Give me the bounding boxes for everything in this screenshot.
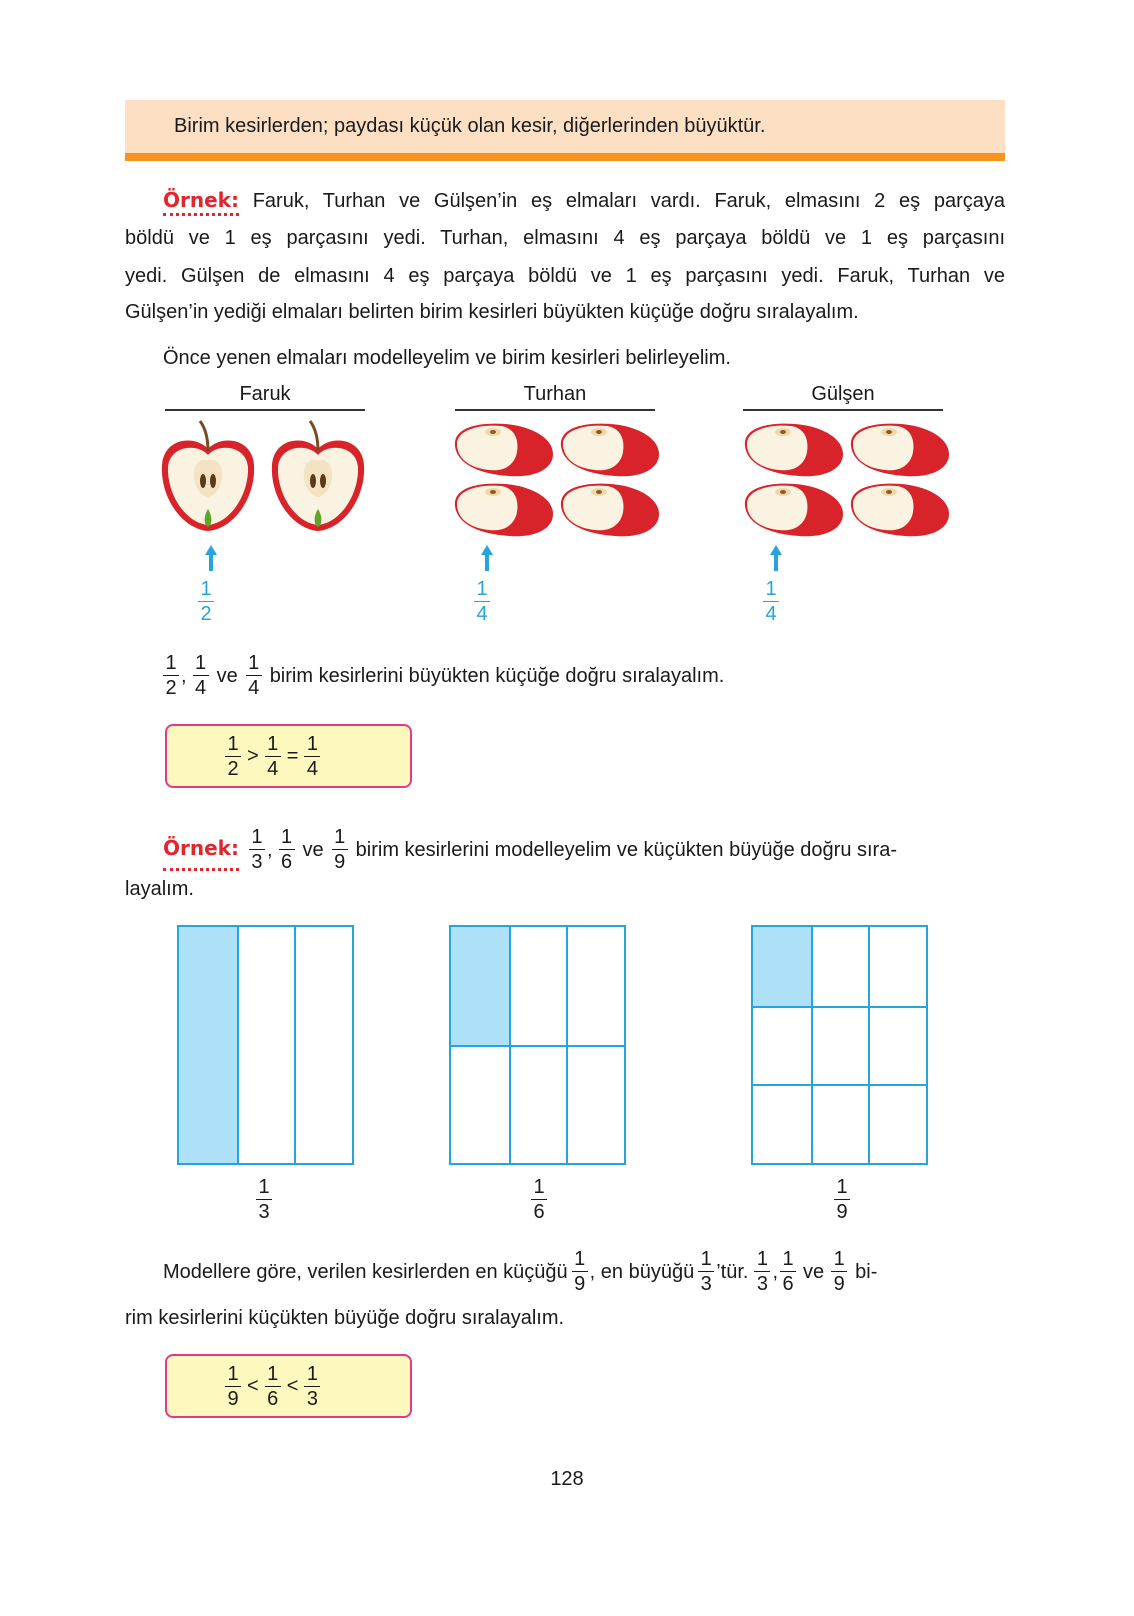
grid-cell	[811, 927, 869, 1006]
turhan-fraction: $\frac{1}{4}$	[472, 578, 492, 625]
name-line	[743, 409, 943, 411]
grid-cell	[566, 927, 624, 1045]
name-line	[165, 409, 365, 411]
example2-line-1: Örnek: 1 3 , 1 6 ve 1 9 birim kesirlerini modelleyelim ve küçükten büyüğe doğru sıra-	[163, 826, 897, 873]
grid-cell	[237, 927, 295, 1163]
faruk-apple-halves	[150, 415, 390, 540]
grid-cell	[868, 927, 926, 1006]
apple-quarter-icon	[561, 424, 659, 477]
model-one-ninth	[751, 925, 928, 1165]
name-gulsen: Gülşen	[811, 383, 875, 405]
apple-quarter-icon	[561, 484, 659, 537]
apple-half-icon	[162, 421, 254, 531]
grid-cell	[509, 927, 567, 1045]
grid-cell	[753, 1006, 811, 1085]
name-line	[455, 409, 655, 411]
example2-line-2: layalım.	[125, 878, 194, 900]
example1-line-2: böldü ve 1 eş parçasını yedi. Turhan, elmasını 4 eş parçaya böldü ve 1 eş parçasını	[125, 227, 1005, 249]
up-arrow-icon	[479, 543, 495, 573]
grid-cell	[868, 1006, 926, 1085]
gulsen-fraction: $\frac{1}{4}$	[761, 578, 781, 625]
apple-quarter-icon	[745, 484, 843, 537]
example1-line-3: yedi. Gülşen de elmasını 4 eş parçaya böldü ve 1 eş parçasını yedi. Faruk, Turhan ve	[125, 265, 1005, 287]
grid-cell	[811, 1006, 869, 1085]
grid-cell	[811, 1084, 869, 1163]
example1-result-box: 1 2 > 1 4 = 1 4	[165, 724, 412, 788]
name-faruk: Faruk	[239, 383, 291, 405]
model-one-sixth	[449, 925, 626, 1165]
grid-cell	[179, 927, 237, 1163]
apple-quarter-icon	[851, 484, 949, 537]
grid-cell	[868, 1084, 926, 1163]
model-fraction-sixth: $\frac{1}{6}$	[529, 1176, 549, 1223]
apple-quarter-icon	[455, 484, 553, 537]
gulsen-apple-quarters	[735, 418, 955, 543]
grid-cell	[509, 1045, 567, 1163]
conclusion-line-1: Modellere göre, verilen kesirlerden en küçüğü 1 9 , en büyüğü 1 3 ’tür. 1 3 , 1 6 ve 1 9 bi-	[163, 1248, 878, 1295]
grid-cell	[451, 1045, 509, 1163]
grid-cell	[753, 927, 811, 1006]
grid-cell	[753, 1084, 811, 1163]
example1-sort-sentence: 1 2 , 1 4 ve 1 4 birim kesirlerini büyükten küçüğe doğru sıralayalım.	[161, 652, 724, 699]
grid-cell	[294, 927, 352, 1163]
model-fraction-ninth: $\frac{1}{9}$	[832, 1176, 852, 1223]
apple-quarter-icon	[745, 424, 843, 477]
name-turhan: Turhan	[523, 383, 587, 405]
up-arrow-icon	[203, 543, 219, 573]
faruk-fraction: $\frac{1}{2}$	[196, 578, 216, 625]
conclusion-line-2: rim kesirlerini küçükten büyüğe doğru sıralayalım.	[125, 1307, 565, 1329]
apple-quarter-icon	[455, 424, 553, 477]
rule-text: Birim kesirlerden; paydası küçük olan kesir, diğerlerinden büyüktür.	[174, 115, 766, 137]
apple-quarter-icon	[851, 424, 949, 477]
example1-line-1: Örnek: Faruk, Turhan ve Gülşen’in eş elmaları vardı. Faruk, elmasını 2 eş parçaya	[125, 181, 1005, 220]
example-label: Örnek:	[163, 829, 239, 871]
example-label: Örnek:	[163, 188, 239, 216]
page-number: 128	[550, 1468, 584, 1490]
example1-intro: Önce yenen elmaları modelleyelim ve birim kesirleri belirleyelim.	[163, 347, 731, 369]
example2-result-box: 1 9 < 1 6 < 1 3	[165, 1354, 412, 1418]
grid-cell	[451, 927, 509, 1045]
model-one-third	[177, 925, 354, 1165]
example1-line-4: Gülşen’in yediği elmaları belirten birim kesirleri büyükten küçüğe doğru sıralayalım.	[125, 301, 859, 323]
up-arrow-icon	[768, 543, 784, 573]
turhan-apple-quarters	[445, 418, 665, 543]
grid-cell	[566, 1045, 624, 1163]
apple-half-icon	[272, 421, 364, 531]
model-fraction-third: $\frac{1}{3}$	[254, 1176, 274, 1223]
